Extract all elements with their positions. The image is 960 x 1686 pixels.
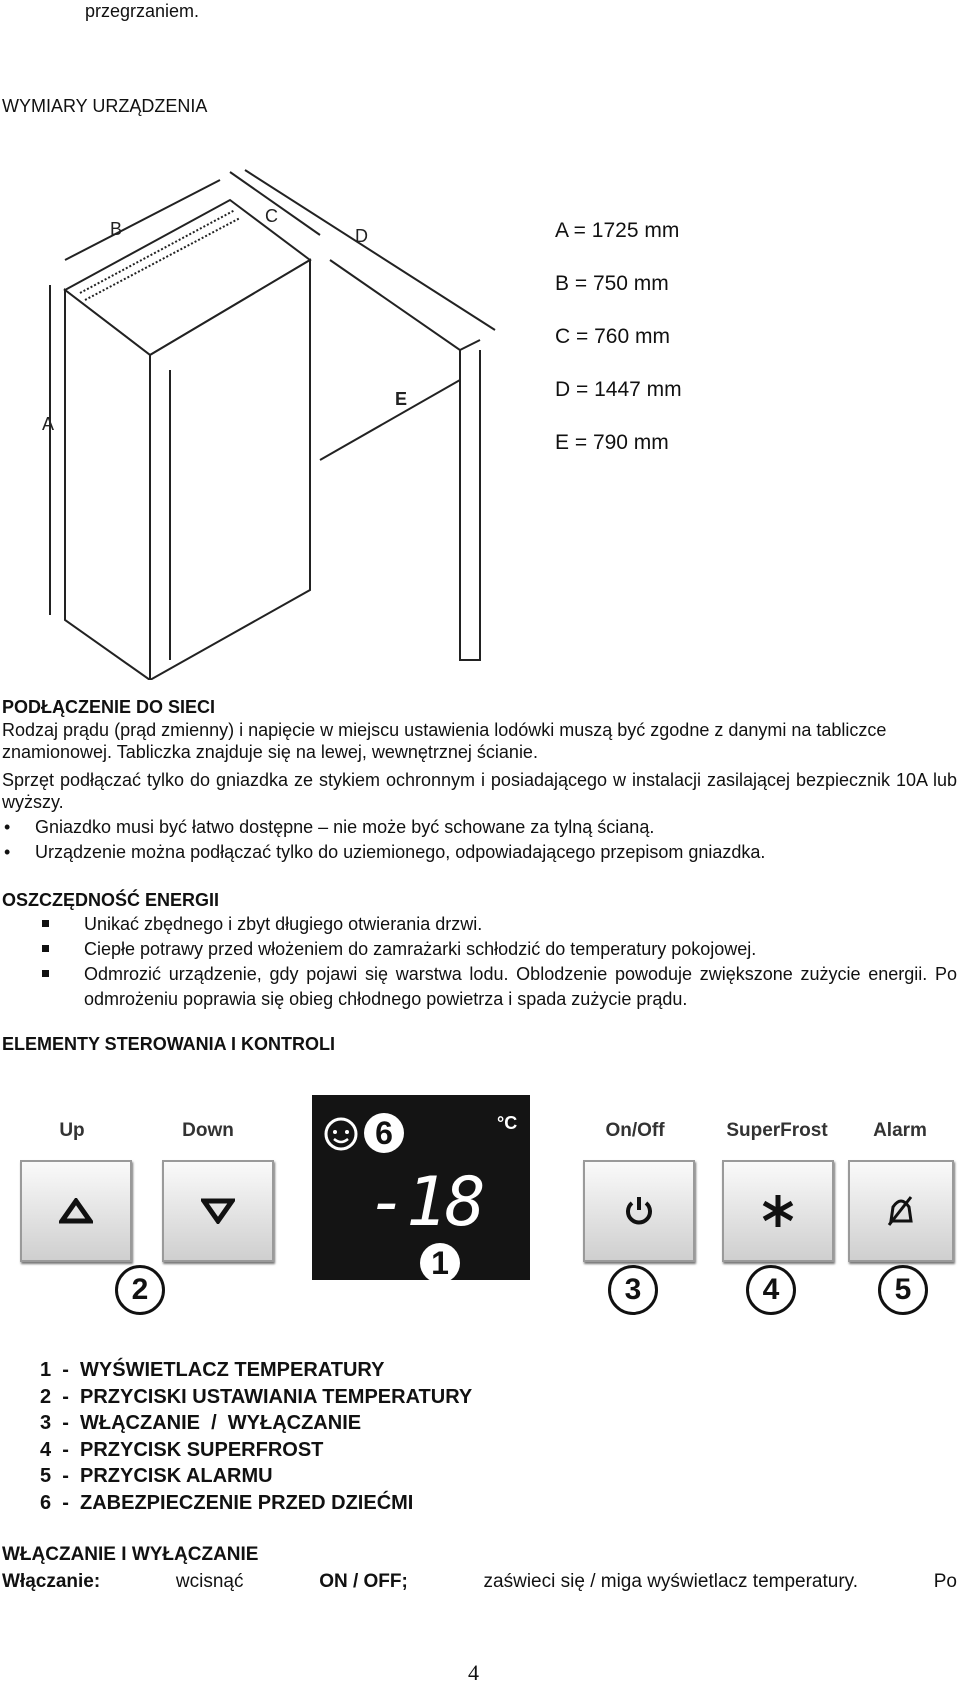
superfrost-button[interactable] [722, 1160, 834, 1262]
up-button[interactable] [20, 1160, 132, 1262]
switching-label: Włączanie: [2, 1571, 101, 1592]
dimension-c: C = 760 mm [555, 325, 670, 348]
controls-heading: ELEMENTY STEROWANIA I KONTROLI [2, 1034, 336, 1054]
switching-text-3: Po [933, 1571, 957, 1592]
list-item: • Gniazdko musi być łatwo dostępne – nie może być schowane za tylną ścianą. [4, 817, 655, 837]
child-lock-icon [322, 1115, 360, 1153]
legend-item: 5 - PRZYCISK ALARMU [40, 1465, 273, 1487]
label-b: B [110, 219, 123, 239]
onoff-button[interactable] [583, 1160, 695, 1262]
snowflake-icon [760, 1193, 796, 1229]
dimension-values [555, 219, 682, 484]
power-bullets [2, 815, 957, 865]
down-label: Down [182, 1120, 234, 1141]
energy-heading: OSZCZĘDNOŚĆ ENERGII [2, 890, 220, 910]
switching-line [2, 1571, 957, 1593]
power-icon [622, 1194, 656, 1228]
legend-item: 1 - WYŚWIETLACZ TEMPERATURY [40, 1359, 385, 1381]
temperature-readout: -18 [367, 1163, 484, 1242]
dimension-e: E = 790 mm [555, 431, 669, 454]
switching-key: ON / OFF; [319, 1571, 408, 1592]
legend-item: 3 - WŁĄCZANIE / WYŁĄCZANIE [40, 1412, 362, 1434]
button-number-5: 5 [878, 1265, 928, 1315]
legend-item: 2 - PRZYCISKI USTAWIANIA TEMPERATURY [40, 1385, 473, 1408]
display-number-6: 6 [364, 1113, 404, 1153]
fridge-dimension-drawing [40, 160, 540, 680]
list-item: Ciepłe potrawy przed włożeniem do zamrażarki schłodzić do temperatury pokojowej. [42, 937, 957, 962]
legend-item: 6 - ZABEZPIECZENIE PRZED DZIEĆMI [40, 1491, 414, 1514]
button-number-2: 2 [115, 1265, 165, 1315]
list-item: Unikać zbędnego i zbyt długiego otwierania drzwi. [42, 912, 957, 937]
display-number-1: 1 [420, 1243, 460, 1283]
legend-item: 4 - PRZYCISK SUPERFROST [40, 1438, 324, 1461]
alarm-off-icon [883, 1193, 919, 1229]
energy-bullets [42, 912, 957, 1012]
down-button[interactable] [162, 1160, 274, 1262]
dimensions-heading: WYMIARY URZĄDZENIA [2, 96, 208, 116]
alarm-button[interactable] [848, 1160, 954, 1262]
list-item: • Urządzenie można podłączać tylko do uziemionego, odpowiadającego przepisom gniazdka. [4, 842, 766, 862]
dimension-a: A = 1725 mm [555, 219, 680, 242]
power-para-2: Sprzęt podłączać tylko do gniazdka ze stykiem ochronnym i posiadającego w instalacji zasilającej bezpiecznik 10A lub wyższy. [2, 770, 957, 812]
onoff-label: On/Off [605, 1120, 665, 1141]
power-heading: PODŁĄCZENIE DO SIECI [2, 697, 216, 717]
button-number-4: 4 [746, 1265, 796, 1315]
label-d: D [355, 226, 368, 246]
power-para-1: Rodzaj prądu (prąd zmienny) i napięcie w miejscu ustawienia lodówki muszą być zgodne z danymi na tabliczce znamionowej. Tabliczka znajduje się na lewej, wewnętrznej ścianie. [2, 720, 887, 762]
superfrost-label: SuperFrost [726, 1120, 828, 1141]
dimension-d: D = 1447 mm [555, 378, 682, 401]
top-fragment: przegrzaniem. [85, 1, 200, 21]
temperature-display [312, 1095, 530, 1280]
label-c: C [265, 206, 278, 226]
list-item: Odmrozić urządzenie, gdy pojawi się warstwa lodu. Oblodzenie powoduje zwiększone zużycie energii. Po odmrożeniu poprawia się obieg chłodnego powietrza i spada zużycie prądu. [42, 962, 957, 1012]
switching-text-1: wcisnąć [175, 1571, 244, 1592]
up-label: Up [59, 1120, 85, 1141]
page-number: 4 [468, 1660, 479, 1685]
switching-heading: WŁĄCZANIE I WYŁĄCZANIE [2, 1544, 259, 1565]
alarm-label: Alarm [873, 1120, 927, 1141]
switching-text-2: zaświeci się / miga wyświetlacz temperatury. [483, 1571, 859, 1592]
dimension-b: B = 750 mm [555, 272, 669, 295]
button-number-3: 3 [608, 1265, 658, 1315]
unit-label: °C [497, 1113, 518, 1133]
label-a: A [42, 414, 55, 434]
controls-legend [40, 1359, 472, 1518]
triangle-down-icon [201, 1198, 235, 1224]
label-e: E [395, 389, 408, 409]
triangle-up-icon [59, 1198, 93, 1224]
